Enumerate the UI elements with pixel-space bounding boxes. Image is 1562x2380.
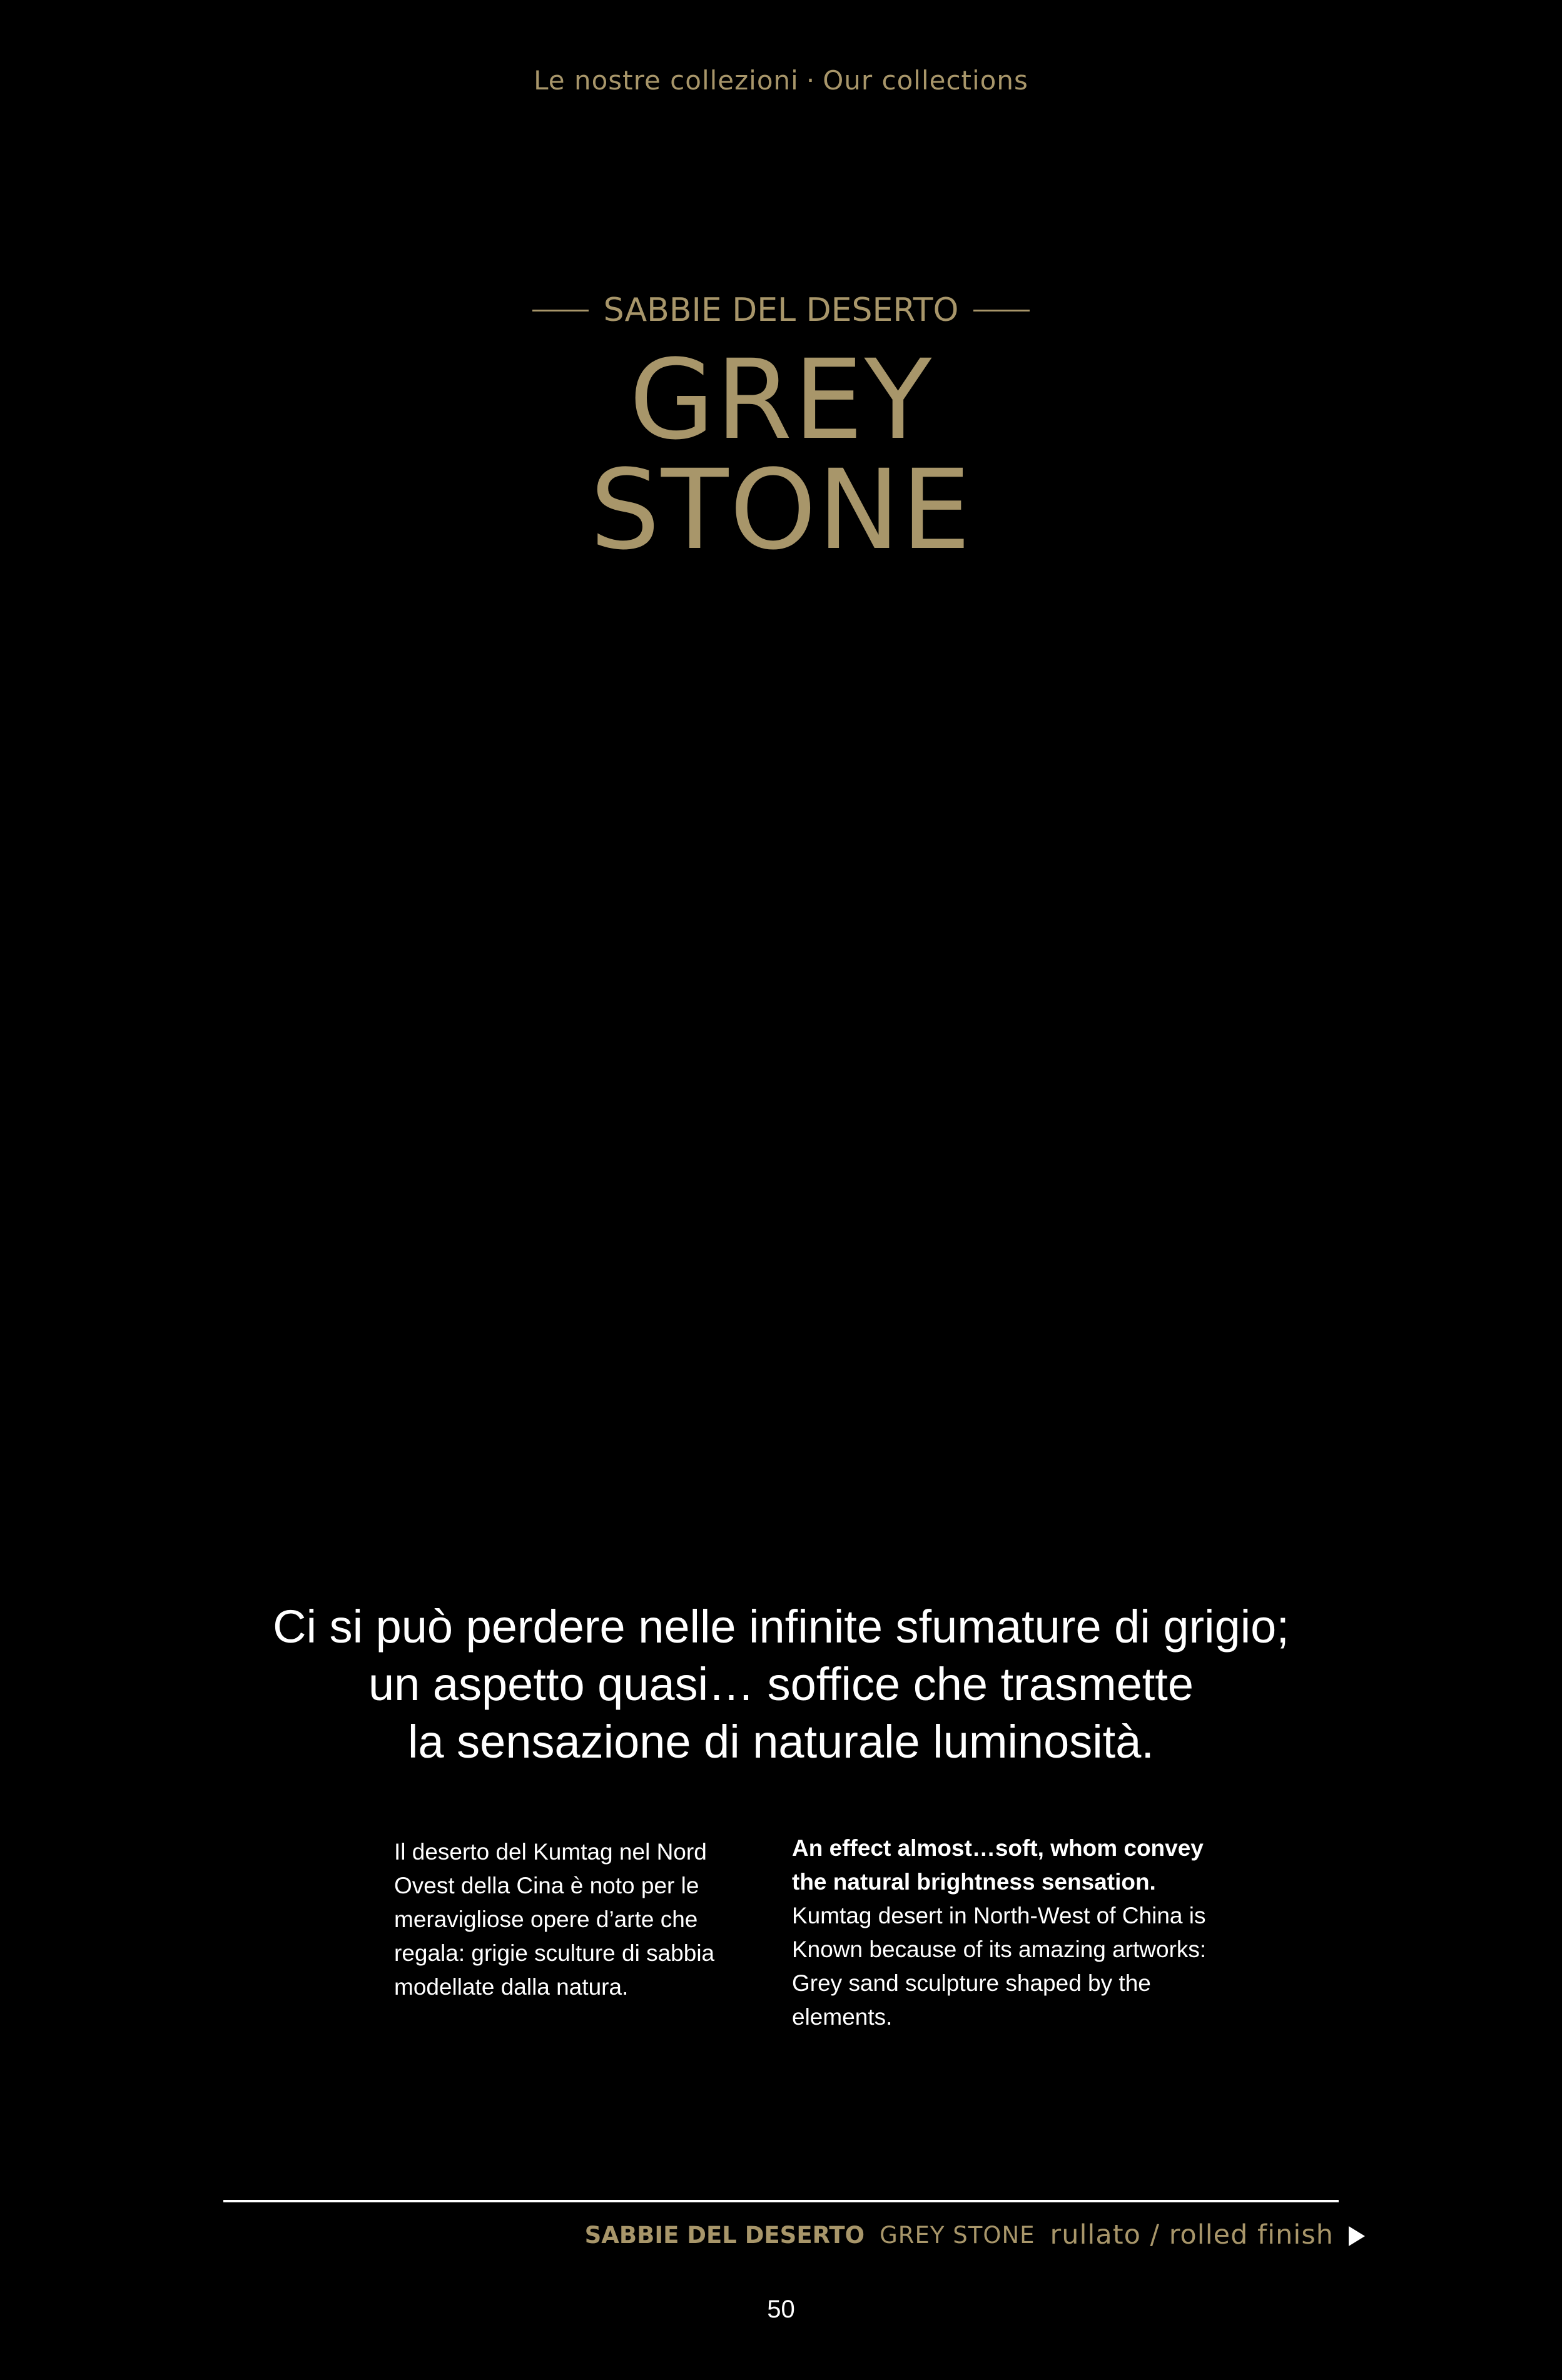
english-description-line: Known because of its amazing artworks: [792,1937,1207,1962]
footer-divider [223,2200,1339,2202]
italian-description-line: meravigliose opere d’arte che [394,1907,698,1932]
english-description [792,1831,1230,2034]
italian-description [394,1835,757,2004]
english-lead-line: the natural brightness sensation. [792,1869,1156,1895]
play-triangle-icon [1349,2226,1365,2246]
quote-line: un aspetto quasi… soffice che trasmette [368,1658,1194,1710]
italian-description-line: Il deserto del Kumtag nel Nord [394,1839,707,1865]
footer-collection: SABBIE DEL DESERTO [584,2221,865,2249]
footer-product-line [585,2219,1365,2251]
quote-line: Ci si può perdere nelle infinite sfumature di grigio; [273,1601,1289,1653]
eyebrow-left-rule [532,310,589,311]
breadcrumb [0,65,1562,96]
footer-finish: rullato / rolled finish [1050,2219,1334,2251]
italian-description-line: Ovest della Cina è noto per le [394,1873,699,1898]
breadcrumb-italian: Le nostre collezioni [534,65,799,96]
eyebrow-right-rule [973,310,1030,311]
italian-description-line: regala: grigie sculture di sabbia [394,1940,715,1966]
english-description-line: Kumtag desert in North-West of China is [792,1903,1206,1928]
breadcrumb-english: Our collections [823,65,1028,96]
page-number: 50 [767,2296,795,2323]
product-title-line-2: STONE [590,446,972,574]
footer-product: GREY STONE [880,2221,1035,2249]
pull-quote [0,1598,1562,1771]
collection-eyebrow [0,291,1562,329]
english-description-line: Grey sand sculpture shaped by the [792,1970,1151,1996]
english-lead-line: An effect almost…soft, whom convey [792,1835,1204,1861]
quote-line: la sensazione di naturale luminosità. [408,1716,1154,1768]
breadcrumb-separator: · [806,65,816,96]
collection-name: SABBIE DEL DESERTO [603,291,959,329]
italian-description-line: modellate dalla natura. [394,1974,629,2000]
english-description-line: elements. [792,2004,893,2030]
product-title-line-1: GREY [629,336,933,464]
